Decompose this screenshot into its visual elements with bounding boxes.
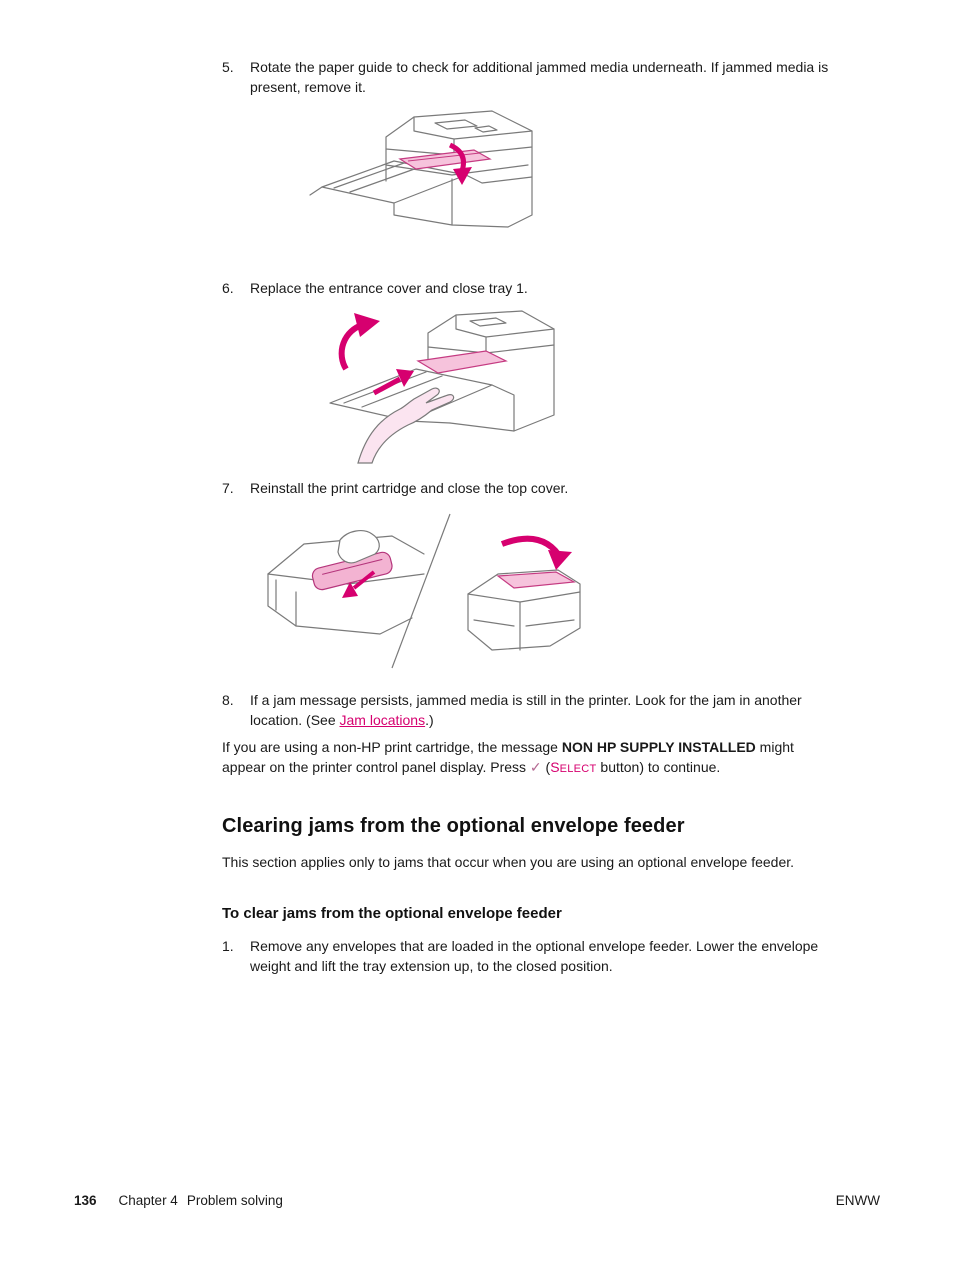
close-cover-arrow-icon bbox=[502, 539, 572, 570]
section-heading: Clearing jams from the optional envelope feeder bbox=[222, 815, 685, 837]
envelope-step-1-number: 1. bbox=[222, 938, 234, 954]
select-button-label-initial: S bbox=[550, 759, 560, 775]
step-6 bbox=[222, 278, 850, 298]
jam-locations-link[interactable]: Jam locations bbox=[339, 712, 426, 728]
close-tray-arrow-icon bbox=[342, 313, 380, 369]
printer-entrance-cover-illustration bbox=[300, 303, 570, 465]
step-8-number: 8. bbox=[222, 692, 234, 708]
step-8-text-after-link: .) bbox=[425, 712, 434, 728]
page-footer bbox=[74, 1193, 880, 1208]
entrance-cover-highlight bbox=[418, 351, 506, 373]
top-cover-highlight bbox=[498, 572, 574, 588]
select-button-label-rest: ELECT bbox=[559, 763, 597, 775]
footer-enww-label: ENWW bbox=[835, 1193, 880, 1208]
non-hp-supply-message: NON HP SUPPLY INSTALLED bbox=[561, 739, 756, 755]
step-5-text: Rotate the paper guide to check for additional jammed media underneath. If jammed media is present, remove it. bbox=[250, 59, 829, 95]
paper-guide-highlight bbox=[400, 150, 490, 169]
step-8 bbox=[222, 690, 850, 730]
step-6-number: 6. bbox=[222, 280, 234, 296]
footer-chapter-label: Chapter 4 bbox=[118, 1193, 178, 1208]
step-7 bbox=[222, 478, 850, 498]
footer-page-number: 136 bbox=[74, 1193, 97, 1208]
note-text-after-select: button) to continue. bbox=[596, 759, 721, 775]
hand-illustration bbox=[358, 388, 454, 463]
cartridge-and-cover-illustration bbox=[252, 510, 582, 672]
section-intro: This section applies only to jams that occur when you are using an optional envelope feeder. bbox=[222, 854, 795, 870]
step-7-number: 7. bbox=[222, 480, 234, 496]
non-hp-supply-note bbox=[222, 737, 838, 779]
figure-replace-entrance-cover bbox=[300, 303, 570, 465]
section-subheading: To clear jams from the optional envelope feeder bbox=[222, 905, 562, 922]
step-6-text: Replace the entrance cover and close tray 1. bbox=[250, 280, 528, 296]
select-check-icon: ✓ bbox=[529, 759, 542, 775]
figure-reinstall-cartridge bbox=[252, 510, 582, 672]
envelope-step-1-text: Remove any envelopes that are loaded in the optional envelope feeder. Lower the envelope weight and lift the tray extension up, to the closed position. bbox=[250, 938, 819, 974]
step-7-text: Reinstall the print cartridge and close the top cover. bbox=[250, 480, 569, 496]
footer-section-title: Problem solving bbox=[186, 1193, 283, 1208]
step-5 bbox=[222, 57, 850, 97]
step-8-text bbox=[250, 690, 850, 730]
figure-rotate-paper-guide bbox=[302, 103, 572, 265]
step-8-text-before-link: If a jam message persists, jammed media is still in the printer. Look for the jam in another location. (See bbox=[250, 692, 802, 728]
envelope-feeder-step-1 bbox=[222, 936, 850, 976]
note-text-after-bold: might appear on the printer control panel display. Press bbox=[222, 739, 794, 775]
note-text-before-bold: If you are using a non-HP print cartridge, the message bbox=[222, 739, 562, 755]
step-5-number: 5. bbox=[222, 59, 234, 75]
printer-rotate-guide-illustration bbox=[302, 103, 572, 265]
figure-divider bbox=[392, 514, 450, 668]
note-open-paren: ( bbox=[541, 759, 551, 775]
